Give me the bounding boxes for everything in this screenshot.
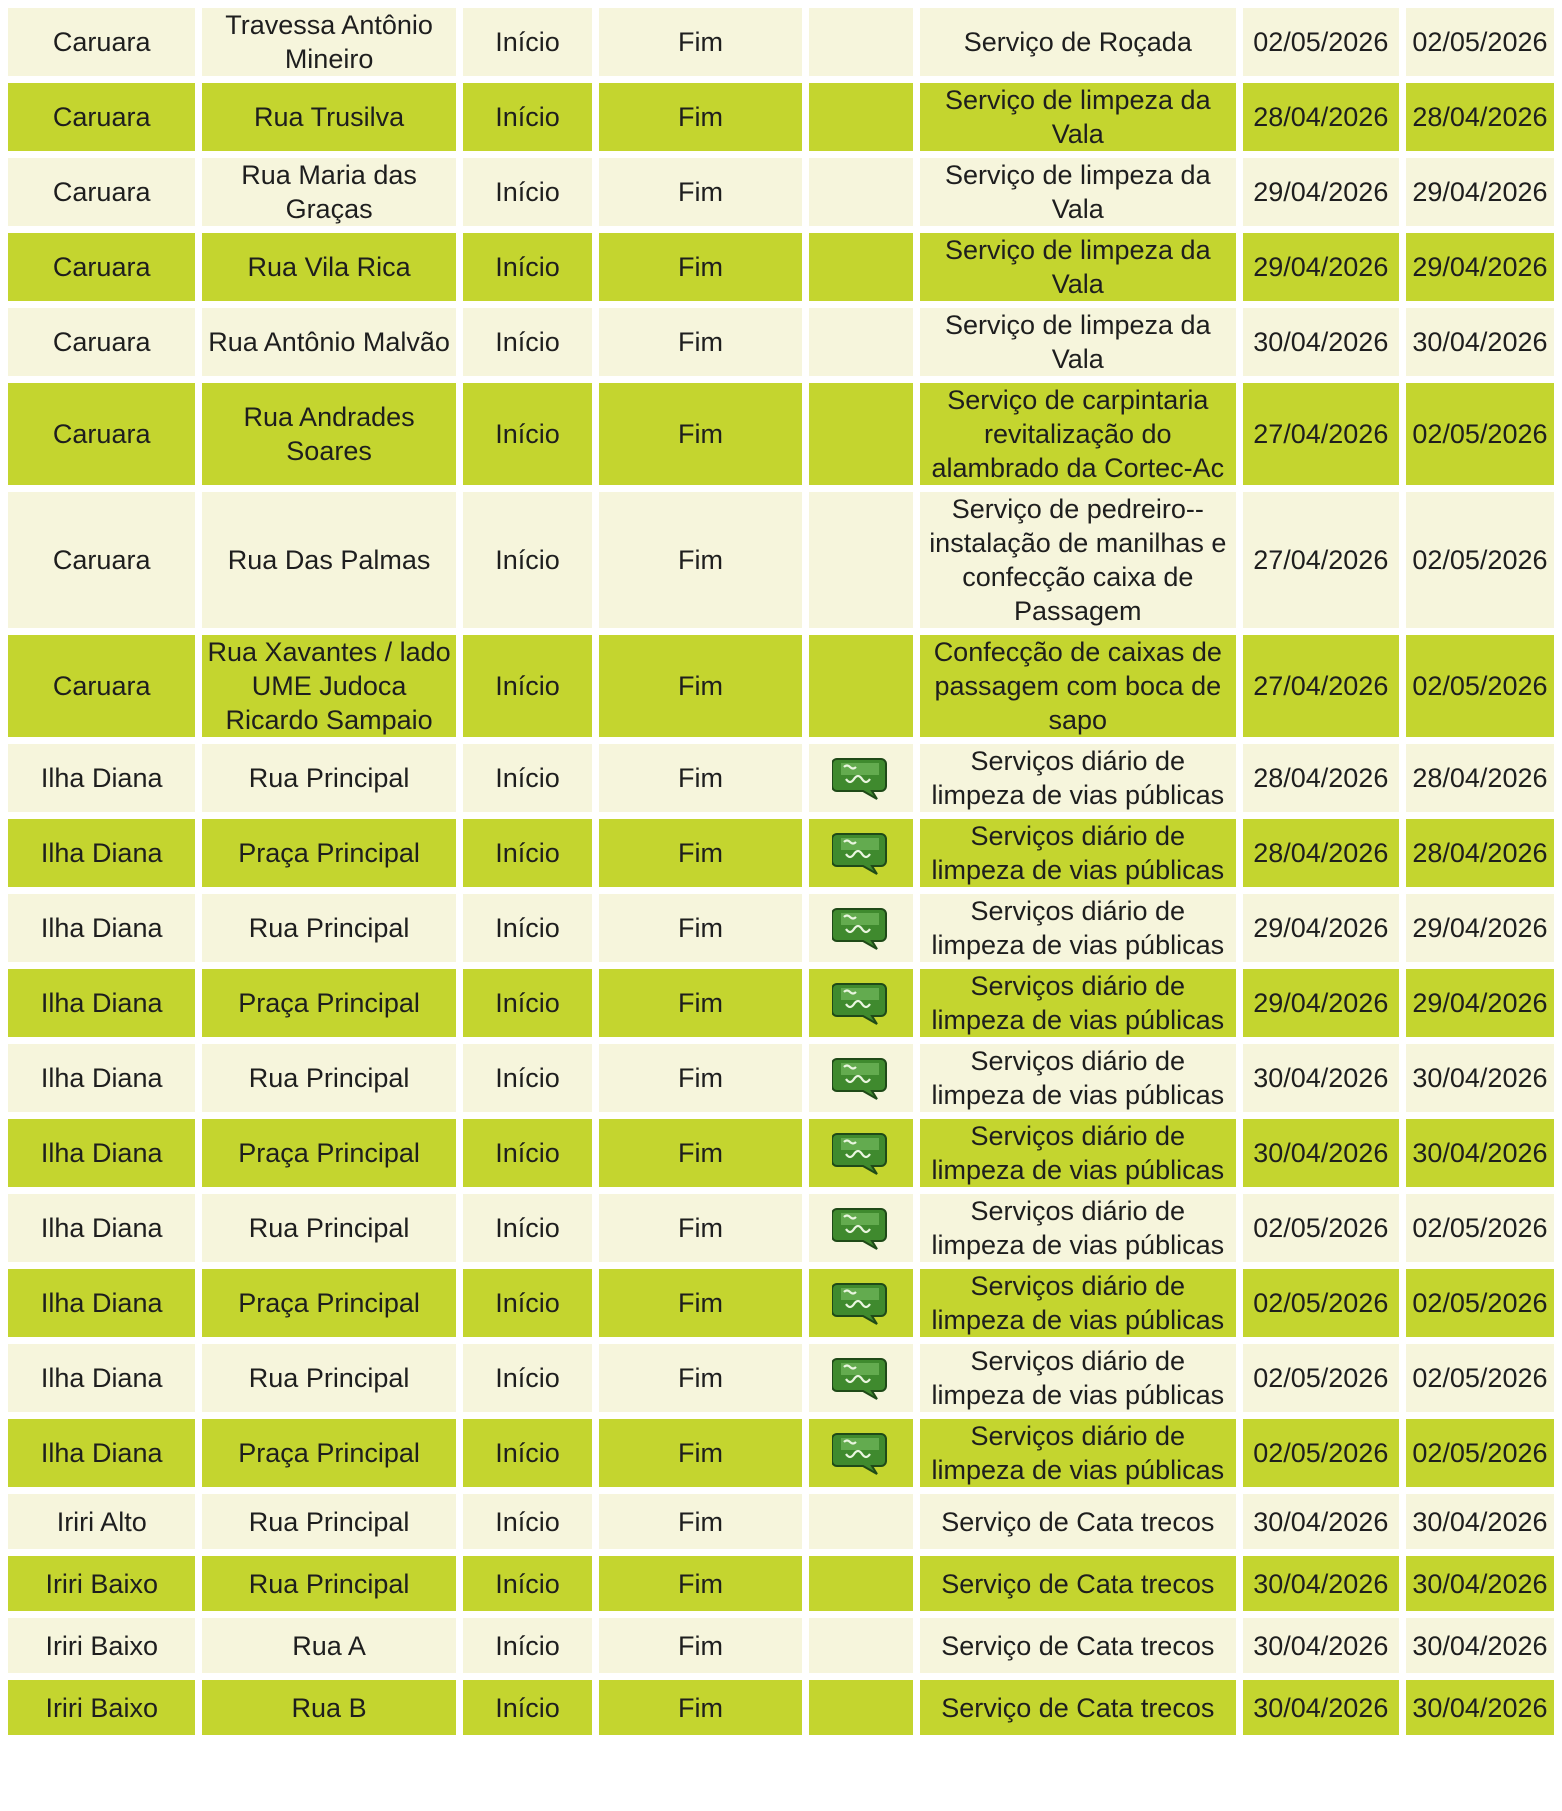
rua-cell: Rua Principal — [202, 1344, 455, 1412]
bairro-cell: Ilha Diana — [8, 1119, 195, 1187]
fim-link[interactable]: Fim — [599, 383, 801, 485]
inicio-link[interactable]: Início — [463, 1044, 593, 1112]
data-inicio-cell: 30/04/2026 — [1243, 1119, 1399, 1187]
data-fim-cell: 30/04/2026 — [1406, 308, 1554, 376]
vem-bairro-speech-bubble-icon — [832, 830, 890, 876]
fim-link[interactable]: Fim — [599, 233, 801, 301]
table-row — [8, 1119, 1554, 1187]
rua-cell: Rua Principal — [202, 1044, 455, 1112]
inicio-link[interactable]: Início — [463, 819, 593, 887]
table-row — [8, 1044, 1554, 1112]
inicio-link[interactable]: Início — [463, 233, 593, 301]
badge-cell — [809, 1044, 913, 1112]
data-fim-cell: 02/05/2026 — [1406, 1194, 1554, 1262]
data-inicio-cell: 29/04/2026 — [1243, 233, 1399, 301]
table-row — [8, 233, 1554, 301]
servico-cell: Serviços diário de limpeza de vias públicas — [920, 1119, 1236, 1187]
badge-cell — [809, 158, 913, 226]
fim-link[interactable]: Fim — [599, 158, 801, 226]
servico-cell: Serviços diário de limpeza de vias públicas — [920, 1194, 1236, 1262]
bairro-cell: Caruara — [8, 492, 195, 628]
data-inicio-cell: 30/04/2026 — [1243, 1556, 1399, 1611]
bairro-cell: Iriri Baixo — [8, 1680, 195, 1735]
inicio-link[interactable]: Início — [463, 1494, 593, 1549]
vem-bairro-speech-bubble-icon — [832, 755, 890, 801]
bairro-cell: Caruara — [8, 8, 195, 76]
bairro-cell: Caruara — [8, 158, 195, 226]
fim-link[interactable]: Fim — [599, 744, 801, 812]
rua-cell: Rua Principal — [202, 1494, 455, 1549]
fim-link[interactable]: Fim — [599, 635, 801, 737]
vem-bairro-speech-bubble-icon — [832, 980, 890, 1026]
servico-cell: Serviços diário de limpeza de vias públicas — [920, 894, 1236, 962]
badge-cell — [809, 1344, 913, 1412]
vem-bairro-speech-bubble-icon — [832, 1280, 890, 1326]
fim-link[interactable]: Fim — [599, 1044, 801, 1112]
data-fim-cell: 29/04/2026 — [1406, 158, 1554, 226]
bairro-cell: Iriri Baixo — [8, 1618, 195, 1673]
bairro-cell: Caruara — [8, 233, 195, 301]
badge-cell — [809, 83, 913, 151]
bairro-cell: Ilha Diana — [8, 1194, 195, 1262]
rua-cell: Travessa Antônio Mineiro — [202, 8, 455, 76]
data-fim-cell: 30/04/2026 — [1406, 1556, 1554, 1611]
inicio-link[interactable]: Início — [463, 492, 593, 628]
data-inicio-cell: 28/04/2026 — [1243, 744, 1399, 812]
servico-cell: Serviço de limpeza da Vala — [920, 158, 1236, 226]
servico-cell: Serviços diário de limpeza de vias públicas — [920, 819, 1236, 887]
data-fim-cell: 02/05/2026 — [1406, 492, 1554, 628]
badge-cell — [809, 8, 913, 76]
inicio-link[interactable]: Início — [463, 1680, 593, 1735]
table-row — [8, 492, 1554, 628]
fim-link[interactable]: Fim — [599, 819, 801, 887]
badge-cell — [809, 969, 913, 1037]
badge-cell — [809, 635, 913, 737]
data-inicio-cell: 02/05/2026 — [1243, 1419, 1399, 1487]
data-inicio-cell: 02/05/2026 — [1243, 1269, 1399, 1337]
inicio-link[interactable]: Início — [463, 969, 593, 1037]
servico-cell: Serviço de Roçada — [920, 8, 1236, 76]
data-fim-cell: 28/04/2026 — [1406, 819, 1554, 887]
fim-link[interactable]: Fim — [599, 1680, 801, 1735]
inicio-link[interactable]: Início — [463, 1556, 593, 1611]
servico-cell: Serviços diário de limpeza de vias públicas — [920, 744, 1236, 812]
inicio-link[interactable]: Início — [463, 894, 593, 962]
bairro-cell: Caruara — [8, 383, 195, 485]
data-inicio-cell: 27/04/2026 — [1243, 492, 1399, 628]
inicio-link[interactable]: Início — [463, 158, 593, 226]
data-inicio-cell: 29/04/2026 — [1243, 158, 1399, 226]
badge-cell — [809, 1119, 913, 1187]
data-fim-cell: 02/05/2026 — [1406, 383, 1554, 485]
vem-bairro-speech-bubble-icon — [832, 1130, 890, 1176]
data-fim-cell: 30/04/2026 — [1406, 1494, 1554, 1549]
servico-cell: Serviço de Cata trecos — [920, 1494, 1236, 1549]
data-fim-cell: 28/04/2026 — [1406, 744, 1554, 812]
table-row — [8, 1419, 1554, 1487]
table-row — [8, 1344, 1554, 1412]
bairro-cell: Ilha Diana — [8, 894, 195, 962]
badge-cell — [809, 1680, 913, 1735]
table-row — [8, 894, 1554, 962]
rua-cell: Rua Principal — [202, 744, 455, 812]
table-row — [8, 308, 1554, 376]
bairro-cell: Iriri Alto — [8, 1494, 195, 1549]
data-inicio-cell: 30/04/2026 — [1243, 1044, 1399, 1112]
inicio-link[interactable]: Início — [463, 8, 593, 76]
rua-cell: Rua A — [202, 1618, 455, 1673]
fim-link[interactable]: Fim — [599, 1269, 801, 1337]
inicio-link[interactable]: Início — [463, 1344, 593, 1412]
table-row — [8, 819, 1554, 887]
table-row — [8, 1556, 1554, 1611]
table-row — [8, 83, 1554, 151]
rua-cell: Praça Principal — [202, 819, 455, 887]
rua-cell: Rua Das Palmas — [202, 492, 455, 628]
inicio-link[interactable]: Início — [463, 1194, 593, 1262]
bairro-cell: Ilha Diana — [8, 744, 195, 812]
rua-cell: Praça Principal — [202, 1269, 455, 1337]
table-body — [8, 8, 1554, 1735]
data-inicio-cell: 30/04/2026 — [1243, 1494, 1399, 1549]
bairro-cell: Ilha Diana — [8, 1344, 195, 1412]
fim-link[interactable]: Fim — [599, 1344, 801, 1412]
badge-cell — [809, 894, 913, 962]
table-row — [8, 969, 1554, 1037]
vem-bairro-speech-bubble-icon — [832, 905, 890, 951]
inicio-link[interactable]: Início — [463, 308, 593, 376]
inicio-link[interactable]: Início — [463, 1618, 593, 1673]
servico-cell: Serviço de pedreiro--instalação de manilhas e confecção caixa de Passagem — [920, 492, 1236, 628]
table-row — [8, 635, 1554, 737]
data-inicio-cell: 02/05/2026 — [1243, 8, 1399, 76]
data-fim-cell: 02/05/2026 — [1406, 635, 1554, 737]
fim-link[interactable]: Fim — [599, 83, 801, 151]
rua-cell: Rua Principal — [202, 894, 455, 962]
servico-cell: Serviço de Cata trecos — [920, 1680, 1236, 1735]
data-fim-cell: 29/04/2026 — [1406, 969, 1554, 1037]
servico-cell: Serviço de limpeza da Vala — [920, 83, 1236, 151]
table-row — [8, 1618, 1554, 1673]
data-inicio-cell: 30/04/2026 — [1243, 1680, 1399, 1735]
table-row — [8, 1680, 1554, 1735]
rua-cell: Rua Principal — [202, 1194, 455, 1262]
data-fim-cell: 02/05/2026 — [1406, 1419, 1554, 1487]
data-inicio-cell: 28/04/2026 — [1243, 83, 1399, 151]
fim-link[interactable]: Fim — [599, 894, 801, 962]
data-fim-cell: 02/05/2026 — [1406, 1344, 1554, 1412]
inicio-link[interactable]: Início — [463, 1119, 593, 1187]
data-fim-cell: 30/04/2026 — [1406, 1618, 1554, 1673]
vem-bairro-speech-bubble-icon — [832, 1055, 890, 1101]
vem-bairro-speech-bubble-icon — [832, 1430, 890, 1476]
inicio-link[interactable]: Início — [463, 744, 593, 812]
data-fim-cell: 29/04/2026 — [1406, 233, 1554, 301]
rua-cell: Rua B — [202, 1680, 455, 1735]
bairro-cell: Caruara — [8, 635, 195, 737]
data-inicio-cell: 27/04/2026 — [1243, 635, 1399, 737]
rua-cell: Praça Principal — [202, 1119, 455, 1187]
badge-cell — [809, 383, 913, 485]
servico-cell: Confecção de caixas de passagem com boca de sapo — [920, 635, 1236, 737]
table-row — [8, 1194, 1554, 1262]
servico-cell: Serviço de limpeza da Vala — [920, 308, 1236, 376]
badge-cell — [809, 1419, 913, 1487]
inicio-link[interactable]: Início — [463, 635, 593, 737]
rua-cell: Praça Principal — [202, 969, 455, 1037]
vem-bairro-speech-bubble-icon — [832, 1205, 890, 1251]
fim-link[interactable]: Fim — [599, 1119, 801, 1187]
table-row — [8, 8, 1554, 76]
rua-cell: Praça Principal — [202, 1419, 455, 1487]
badge-cell — [809, 1269, 913, 1337]
servico-cell: Serviços diário de limpeza de vias públicas — [920, 1044, 1236, 1112]
data-inicio-cell: 29/04/2026 — [1243, 894, 1399, 962]
inicio-link[interactable]: Início — [463, 1269, 593, 1337]
rua-cell: Rua Vila Rica — [202, 233, 455, 301]
badge-cell — [809, 492, 913, 628]
bairro-cell: Caruara — [8, 83, 195, 151]
vem-bairro-speech-bubble-icon — [832, 1355, 890, 1401]
rua-cell: Rua Xavantes / lado UME Judoca Ricardo Sampaio — [202, 635, 455, 737]
rua-cell: Rua Maria das Graças — [202, 158, 455, 226]
bairro-cell: Ilha Diana — [8, 1044, 195, 1112]
badge-cell — [809, 1618, 913, 1673]
fim-link[interactable]: Fim — [599, 8, 801, 76]
badge-cell — [809, 819, 913, 887]
table-row — [8, 383, 1554, 485]
bairro-cell: Ilha Diana — [8, 969, 195, 1037]
servico-cell: Serviços diário de limpeza de vias públicas — [920, 969, 1236, 1037]
table-row — [8, 1269, 1554, 1337]
data-fim-cell: 30/04/2026 — [1406, 1680, 1554, 1735]
bairro-cell: Ilha Diana — [8, 1419, 195, 1487]
data-inicio-cell: 30/04/2026 — [1243, 1618, 1399, 1673]
bairro-cell: Caruara — [8, 308, 195, 376]
servico-cell: Serviços diário de limpeza de vias públicas — [920, 1344, 1236, 1412]
service-schedule-table — [1, 1, 1561, 1742]
data-fim-cell: 02/05/2026 — [1406, 1269, 1554, 1337]
rua-cell: Rua Principal — [202, 1556, 455, 1611]
bairro-cell: Ilha Diana — [8, 1269, 195, 1337]
rua-cell: Rua Trusilva — [202, 83, 455, 151]
inicio-link[interactable]: Início — [463, 383, 593, 485]
servico-cell: Serviço de limpeza da Vala — [920, 233, 1236, 301]
inicio-link[interactable]: Início — [463, 1419, 593, 1487]
data-fim-cell: 28/04/2026 — [1406, 83, 1554, 151]
data-inicio-cell: 02/05/2026 — [1243, 1344, 1399, 1412]
data-inicio-cell: 30/04/2026 — [1243, 308, 1399, 376]
data-fim-cell: 30/04/2026 — [1406, 1044, 1554, 1112]
badge-cell — [809, 744, 913, 812]
data-inicio-cell: 02/05/2026 — [1243, 1194, 1399, 1262]
fim-link[interactable]: Fim — [599, 1618, 801, 1673]
servico-cell: Serviços diário de limpeza de vias públicas — [920, 1419, 1236, 1487]
badge-cell — [809, 1556, 913, 1611]
table-row — [8, 1494, 1554, 1549]
inicio-link[interactable]: Início — [463, 83, 593, 151]
fim-link[interactable]: Fim — [599, 969, 801, 1037]
bairro-cell: Ilha Diana — [8, 819, 195, 887]
bairro-cell: Iriri Baixo — [8, 1556, 195, 1611]
badge-cell — [809, 1494, 913, 1549]
fim-link[interactable]: Fim — [599, 1419, 801, 1487]
fim-link[interactable]: Fim — [599, 1194, 801, 1262]
data-fim-cell: 29/04/2026 — [1406, 894, 1554, 962]
servico-cell: Serviço de carpintaria revitalização do alambrado da Cortec-Ac — [920, 383, 1236, 485]
fim-link[interactable]: Fim — [599, 1494, 801, 1549]
badge-cell — [809, 233, 913, 301]
rua-cell: Rua Andrades Soares — [202, 383, 455, 485]
servico-cell: Serviço de Cata trecos — [920, 1618, 1236, 1673]
table-row — [8, 744, 1554, 812]
fim-link[interactable]: Fim — [599, 308, 801, 376]
data-inicio-cell: 27/04/2026 — [1243, 383, 1399, 485]
data-fim-cell: 02/05/2026 — [1406, 8, 1554, 76]
servico-cell: Serviço de Cata trecos — [920, 1556, 1236, 1611]
fim-link[interactable]: Fim — [599, 492, 801, 628]
badge-cell — [809, 308, 913, 376]
table-row — [8, 158, 1554, 226]
servico-cell: Serviços diário de limpeza de vias públicas — [920, 1269, 1236, 1337]
rua-cell: Rua Antônio Malvão — [202, 308, 455, 376]
data-fim-cell: 30/04/2026 — [1406, 1119, 1554, 1187]
data-inicio-cell: 28/04/2026 — [1243, 819, 1399, 887]
fim-link[interactable]: Fim — [599, 1556, 801, 1611]
badge-cell — [809, 1194, 913, 1262]
data-inicio-cell: 29/04/2026 — [1243, 969, 1399, 1037]
